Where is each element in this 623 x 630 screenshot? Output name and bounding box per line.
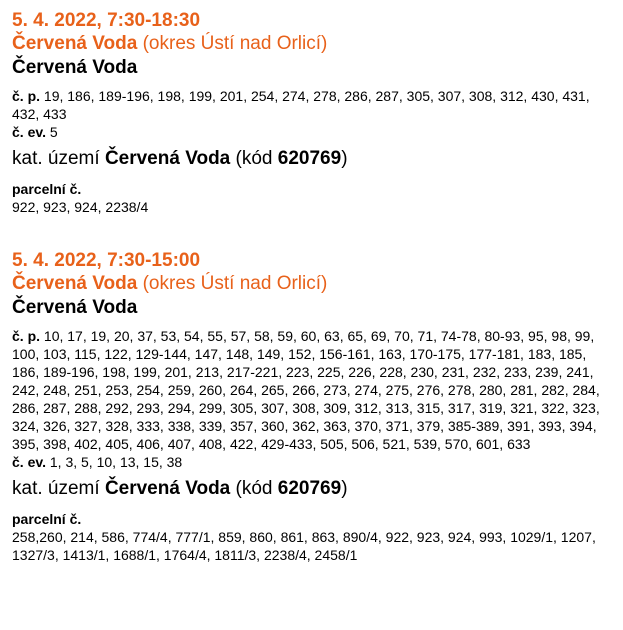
house-numbers-values: 19, 186, 189-196, 198, 199, 201, 254, 274, 278, 286, 287, 305, 307, 308, 312, 430, 431, 432, 433: [12, 88, 590, 122]
house-numbers-label: č. p.: [12, 328, 41, 344]
house-numbers: [12, 87, 611, 123]
registry-numbers-label: č. ev.: [12, 454, 46, 470]
cadastral-prefix: kat. území: [12, 148, 100, 169]
town-with-district: [12, 272, 611, 295]
outage-notice-1: [12, 9, 611, 216]
house-numbers: [12, 327, 611, 453]
house-numbers-label: č. p.: [12, 88, 41, 104]
parcels-label: parcelní č.: [12, 511, 82, 527]
registry-numbers: [12, 123, 611, 141]
town-name: Červená Voda: [12, 273, 138, 294]
cadastral-area: [12, 477, 611, 501]
cadastral-code-prefix: (kód: [235, 148, 273, 169]
cadastral-code: 620769: [277, 148, 342, 169]
cadastral-name: Červená Voda: [104, 148, 231, 169]
municipality-part: Červená Voda: [12, 57, 138, 78]
town-with-district: [12, 32, 611, 55]
registry-numbers: [12, 453, 611, 471]
house-numbers-values: 10, 17, 19, 20, 37, 53, 54, 55, 57, 58, 59, 60, 63, 65, 69, 70, 71, 74-78, 80-93, 95, 98, 99, 100, 103, 115, 122, 129-144, 147, 148, 149, 152, 156-161, 163, 170-175, 177-181, 183, 185, 186, 189-196, 198, 199, 201, 213, 217-221, 223, 225, 226, 228, 230, 231, 232, 233, 239, 241, 242, 248, 251, 253, 254, 259, 260, 264, 265, 266, 273, 274, 275, 276, 278, 280, 281, 282, 284, 286, 287, 288, 292, 293, 294, 299, 305, 307, 308, 309, 312, 313, 315, 317, 319, 321, 322, 323, 324, 326, 327, 328, 333, 338, 339, 357, 360, 362, 363, 370, 371, 379, 385-389, 391, 393, 394, 395, 398, 402, 405, 406, 407, 408, 422, 429-433, 505, 506, 521, 539, 570, 601, 633: [12, 328, 600, 452]
registry-numbers-label: č. ev.: [12, 124, 46, 140]
cadastral-code: 620769: [277, 478, 342, 499]
town-name: Červená Voda: [12, 33, 138, 54]
parcels-values: 258,260, 214, 586, 774/4, 777/1, 859, 860, 861, 863, 890/4, 922, 923, 924, 993, 1029/1, 1207, 1327/3, 1413/1, 1688/1, 1764/4, 1811/3, 2238/4, 2458/1: [12, 529, 596, 563]
district-name: (okres Ústí nad Orlicí): [142, 273, 328, 294]
cadastral-code-suffix: ): [341, 478, 348, 499]
parcels-label: parcelní č.: [12, 181, 82, 197]
cadastral-code-suffix: ): [341, 148, 348, 169]
outage-notice-2: [12, 249, 611, 564]
municipality-part: Červená Voda: [12, 297, 138, 318]
outage-date-time: 5. 4. 2022, 7:30-15:00: [12, 250, 201, 271]
registry-numbers-values: 5: [49, 124, 58, 140]
district-name: (okres Ústí nad Orlicí): [142, 33, 328, 54]
registry-numbers-values: 1, 3, 5, 10, 13, 15, 38: [49, 454, 183, 470]
parcels-values: 922, 923, 924, 2238/4: [12, 199, 149, 215]
cadastral-name: Červená Voda: [104, 478, 231, 499]
cadastral-area: [12, 147, 611, 171]
cadastral-prefix: kat. území: [12, 478, 100, 499]
outage-date-time: 5. 4. 2022, 7:30-18:30: [12, 10, 201, 31]
cadastral-code-prefix: (kód: [235, 478, 273, 499]
